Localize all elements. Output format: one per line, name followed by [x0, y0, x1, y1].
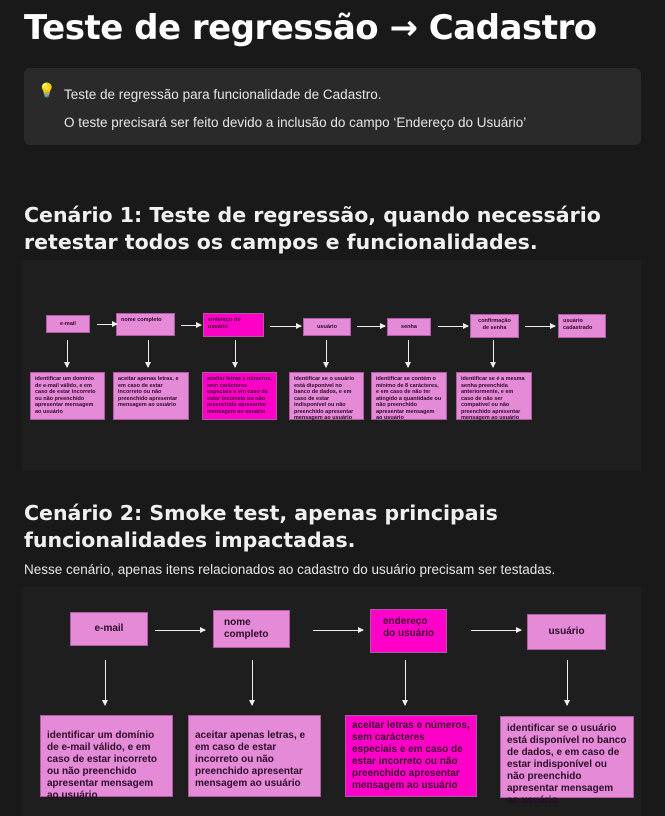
arrow-right-icon — [155, 630, 205, 631]
step-cadastrado: usuário cadastrado — [558, 314, 606, 338]
page-title: Teste de regressão → Cadastro — [24, 8, 597, 48]
arrow-down-icon — [567, 660, 568, 705]
check-nome: aceitar apenas letras, e em caso de estar incorreto ou não preenchido apresentar mensagem ao usuário — [113, 372, 189, 420]
step-email: e-mail — [70, 612, 148, 646]
arrow-down-icon — [326, 340, 327, 367]
arrow-right-icon — [181, 325, 201, 326]
step-senha: senha — [387, 318, 431, 336]
arrow-right-icon — [97, 324, 117, 325]
step-endereco: endereço do usuário — [203, 313, 264, 337]
check-confirmacao: identificar se é a mesma senha preenchida anteriormente, e em caso de não ser compatível ou não preenchido apresentar mensagem ao usuário — [456, 372, 532, 420]
arrow-down-icon — [252, 660, 253, 705]
arrow-down-icon — [405, 660, 406, 705]
arrow-right-icon — [357, 326, 385, 327]
lightbulb-icon: 💡 — [38, 82, 56, 98]
step-usuario: usuário — [303, 318, 351, 336]
check-email: identificar um domínio de e-mail válido, e em caso de estar incorreto ou não preenchido apresentar mensagem ao usuário — [30, 372, 105, 420]
scenario-1-heading: Cenário 1: Teste de regressão, quando necessário retestar todos os campos e funcionalidades. — [24, 203, 601, 254]
step-nome: nome completo — [213, 610, 290, 648]
callout — [24, 68, 641, 145]
arrow-right-icon — [471, 630, 521, 631]
step-email: e-mail — [46, 315, 90, 333]
check-email: identificar um domínio de e-mail válido, e em caso de estar incorreto ou não preenchido apresentar mensagem ao usuário — [40, 715, 173, 797]
scenario-1-diagram — [22, 260, 641, 471]
callout-line-1: Teste de regressão para funcionalidade de Cadastro. — [64, 87, 382, 102]
check-usuario: identificar se o usuário está disponível no banco de dados, e em caso de estar indisponível ou não preenchido apresentar mensagem ao usuário — [289, 372, 364, 420]
arrow-right-icon — [270, 326, 301, 327]
scenario-2-description: Nesse cenário, apenas itens relacionados ao cadastro do usuário precisam ser testadas. — [24, 562, 556, 577]
check-endereco: aceitar letras e números, sem carácteres especiais e em caso de estar incorreto ou não preenchido apresentar mensagem ao usuário — [202, 372, 277, 420]
arrow-down-icon — [67, 340, 68, 367]
step-usuario: usuário — [527, 614, 606, 650]
arrow-down-icon — [408, 340, 409, 367]
step-nome: nome completo — [116, 313, 175, 336]
arrow-down-icon — [148, 340, 149, 367]
check-endereco: aceitar letras e números, sem carácteres especiais e em caso de estar incorreto ou não preenchido apresentar mensagem ao usuário — [345, 715, 477, 797]
arrow-down-icon — [105, 660, 106, 705]
check-usuario: identificar se o usuário está disponível no banco de dados, e em caso de estar indisponível ou não preenchido apresentar mensagem ao usuário — [500, 716, 634, 798]
arrow-down-icon — [235, 340, 236, 367]
scenario-2-heading: Cenário 2: Smoke test, apenas principais funcionalidades impactadas. — [24, 501, 498, 552]
callout-line-2: O teste precisará ser feito devido a inclusão do campo ‘Endereço do Usuário’ — [64, 115, 527, 130]
arrow-down-icon — [493, 340, 494, 367]
check-nome: aceitar apenas letras, e em caso de estar incorreto ou não preenchido apresentar mensagem ao usuário — [188, 715, 321, 797]
scenario-2-diagram — [22, 587, 641, 816]
arrow-right-icon — [525, 326, 555, 327]
arrow-right-icon — [438, 326, 468, 327]
step-endereco: endereço do usuário — [370, 609, 447, 653]
arrow-right-icon — [313, 630, 363, 631]
check-senha: identificar se contém o mínimo de 8 carácteres, e em caso de não ter atingido a quantidade ou não preenchido apresentar mensagem ao usuário — [371, 372, 447, 420]
step-confirmacao: confirmação de senha — [470, 314, 519, 338]
